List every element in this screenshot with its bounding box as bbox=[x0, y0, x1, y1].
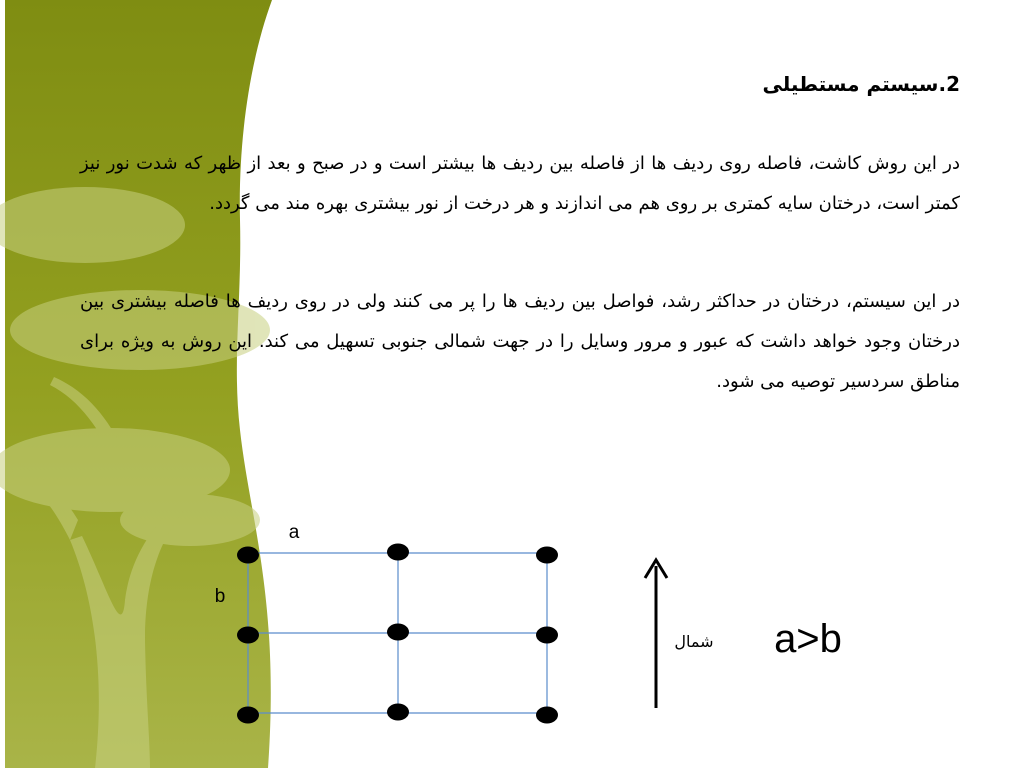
tree-point bbox=[536, 547, 558, 564]
tree-point bbox=[387, 544, 409, 561]
north-label: شمال bbox=[674, 632, 714, 651]
slide-title: 2.سیستم مستطیلی bbox=[762, 72, 960, 96]
tree-point bbox=[237, 547, 259, 564]
relation-label: a>b bbox=[774, 617, 842, 661]
tree-point bbox=[237, 627, 259, 644]
rectangular-planting-diagram bbox=[0, 500, 1024, 768]
paragraph-system-benefits: در این سیستم، درختان در حداکثر رشد، فواصل بین ردیف ها را پر می کنند ولی در روی ردیف ها فاصله بیشتری بین درختان وجود خواهد داشت که عبور و مرور وسایل را در جهت شمالی جنوبی تسهیل می کند. این روش به ویژه برای مناطق سردسیر توصیه می شود. bbox=[80, 291, 960, 392]
label-b: b bbox=[214, 586, 226, 607]
north-arrow-icon bbox=[645, 560, 667, 708]
tree-point bbox=[536, 627, 558, 644]
tree-point bbox=[387, 704, 409, 721]
tree-point bbox=[387, 624, 409, 641]
paragraph-row-spacing: در این روش کاشت، فاصله روی ردیف ها از فاصله بین ردیف ها بیشتر است و در صبح و بعد از ظهر که شدت نور نیز کمتر است، درختان سایه کمتری بر روی هم می اندازند و هر درخت از نور بیشتری بهره مند می گردد. bbox=[80, 153, 960, 214]
label-a: a bbox=[288, 522, 300, 543]
tree-point bbox=[237, 707, 259, 724]
tree-point bbox=[536, 707, 558, 724]
